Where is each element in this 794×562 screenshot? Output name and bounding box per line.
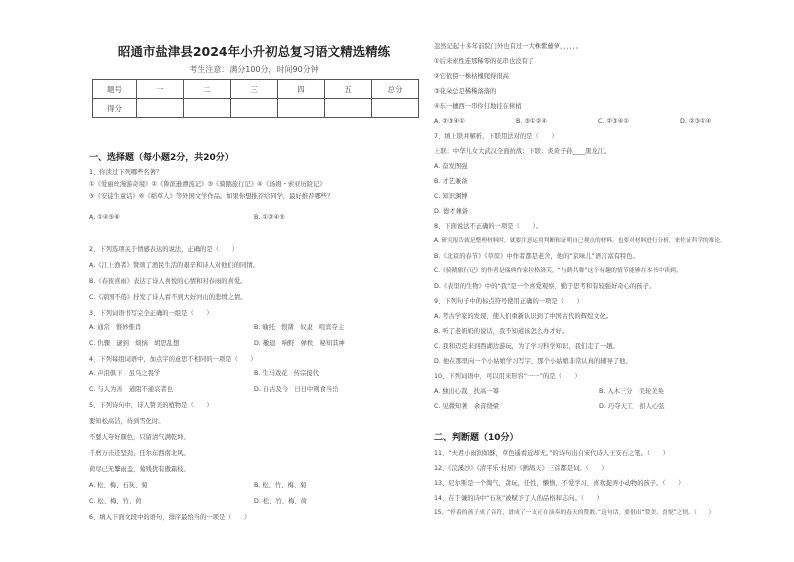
poem-line: 不要人夸好颜色，只留清气满乾坤。 <box>89 434 190 441</box>
score-header-cell: 二 <box>184 80 231 99</box>
option-row <box>434 388 764 395</box>
option: D. 松、竹、梅、荷 <box>254 498 307 505</box>
question-line: 3、下列词语书写完全正确的一组是（ ） <box>89 310 213 317</box>
option: C. 与人为善 道阻不通哀者也 <box>89 386 173 393</box>
score-header-cell: 四 <box>278 80 325 99</box>
option: A. 通常 惟妙惟肖 <box>89 324 142 331</box>
option-row <box>89 386 419 393</box>
score-table <box>92 79 419 118</box>
option: C. 我和迈克来到西湖边游玩，为了学习科学知识，我们走了一趟。 <box>434 343 619 350</box>
option: B. 入木三分 美轮美奂 <box>599 388 664 395</box>
poem-line: 荷尽已无擎雨盖，菊残犹有傲霜枝。 <box>89 466 190 473</box>
sentence-item: ④东一穗西一串伶仃地挂在树梢 <box>434 103 522 110</box>
sentence-item: ①后来索性连那稀零的花串也没有了 <box>434 58 535 65</box>
option: A. ②③④① <box>434 118 465 125</box>
judgment-item: 15、“停着的孩子成了音符，谱成了一支正在演奏的春天的赞歌。”这句话，要借出“赞美、喜悦”之情。（ ） <box>434 510 715 516</box>
option: A. 松、梅、石灰、菊 <box>89 482 148 489</box>
option: D. 巧夺天工 扣人心弦 <box>599 403 665 410</box>
judgment-item: 11、“夫君小雨润如酥，草色遥看近却无。”的诗句出自宋代诗人王安石之笔。（ ） <box>434 450 669 457</box>
exam-notice: 考生注意：满分100分，时间90分钟 <box>189 65 319 74</box>
option-row <box>89 498 419 505</box>
option: D.《表里的生物》中的“我”是一个喜爱观察、勤于思考和有较强好奇心的孩子。 <box>434 283 656 290</box>
score-cell <box>184 99 231 118</box>
judgment-item: 13、尼尔斯是一个淘气，贪玩，任性，懒惰，不爱学习，喜欢捉弄小动物的孩子。（ ） <box>434 480 685 487</box>
option: B. ③①②④ <box>516 118 547 125</box>
option: B. 才艺兼备 <box>434 178 468 185</box>
judgment-item: 12、《浣溪沙》《清平乐·村居》《鹧鸪天》三首都是词。（ ） <box>434 465 608 472</box>
score-cell <box>231 99 278 118</box>
score-cell <box>137 99 184 118</box>
score-header-cell: 五 <box>325 80 372 99</box>
question-line: 7、填上联并解析，下联用法对的是（ ） <box>434 133 558 140</box>
option: C. 松、梅、竹、荷 <box>89 498 142 505</box>
option: C. 知识渊博 <box>434 193 468 200</box>
score-header-cell: 题号 <box>93 80 137 99</box>
score-cell <box>325 99 372 118</box>
option: A. 考古学家的发现，使人们重新认识到了中国古代的辉煌文化。 <box>434 313 613 320</box>
question-line: C.《凉国不倦》抒发了诗人看不到大好河山的悲愤之情。 <box>89 294 247 301</box>
score-cell <box>372 99 419 118</box>
option-row <box>89 324 419 331</box>
question-line: ⑤《安徒生童话》⑥《稻草人》等外国文学作品。如果你想推荐给同学，最好推荐哪些？ <box>89 193 334 200</box>
option: A. 研究报告就是整理材料时，就要注意运用判断和证明自己观点的材料，也要对材料进行分析，来佐证科学的推论。 <box>434 238 726 244</box>
sentence-item: ③花朵总是稀稀落落的 <box>434 88 497 95</box>
option: C. ②③④① <box>598 118 629 125</box>
option: B. 听了老奶奶的说话，我不知道该怎么办才好。 <box>434 328 569 335</box>
option: B. 松、竹、梅、菊 <box>254 482 307 489</box>
option-row <box>89 214 419 221</box>
option: D. 自古及今 日日中则食当岳 <box>254 386 339 393</box>
option: A. ①④⑤⑥ <box>89 214 120 221</box>
section-1-title: 一、选择题（每小题2分，共20分） <box>89 153 234 163</box>
option-row <box>89 370 419 377</box>
section-2-title: 二、判断题（10分） <box>434 433 519 443</box>
score-header-cell: 一 <box>137 80 184 99</box>
question-line: 上联：中华儿女大武汉全面抗战；下联：炎黄子孙____黑龙江。 <box>434 148 611 155</box>
poem-line: 千磨万击还坚劲，任尔东西南北风。 <box>89 450 190 457</box>
score-header-cell: 三 <box>231 80 278 99</box>
question-line: A.《江上渔者》赞颂了渔民生活的艰辛和诗人对他们的同情。 <box>89 262 259 269</box>
option: D. 他在那里向一个小姑娘学习写字，那个小姑娘非常认真的辅导了他。 <box>434 358 632 365</box>
option: D. ②③①④ <box>680 118 712 125</box>
question-line: 6、填入下面文段中的语句，排序最恰当的一项是（ ） <box>89 514 251 521</box>
option-row <box>434 403 764 410</box>
question-line: 1、你读过下列哪些名著？ <box>89 169 163 176</box>
score-row-label: 得分 <box>93 99 137 118</box>
score-table-header-row <box>93 80 419 99</box>
score-header-cell: 总分 <box>372 80 419 99</box>
passage-line: 忽然记起十多年前院门外也有过一大株紫藤萝，，，，，。 <box>434 43 582 50</box>
option: D. 德才兼备 <box>434 208 469 215</box>
score-cell <box>278 99 325 118</box>
question-line: 2、下列选项关于情感表达的说法，正确的是（ ） <box>89 246 238 253</box>
option: B. ①②④⑤ <box>254 214 285 221</box>
option: C. 见微知著 余音绕梁 <box>434 403 500 410</box>
page-title: 昭通市盐津县2024年小升初总复习语文精选精练 <box>117 44 391 59</box>
judgment-item: 14、在于谦的诗中“石灰”被赋予了人的品格和志向。（ ） <box>434 495 603 502</box>
option-row <box>89 340 419 347</box>
option-row <box>89 482 419 489</box>
option: C. 仇骤 逮到 烦恼 胡思乱想 <box>89 340 180 347</box>
option: A. 声泪俱下 虽乌之畏学 <box>89 370 161 377</box>
poem-line: 要知松高洁，待到雪化时。 <box>89 418 165 425</box>
option: C.《骑鹅旅行记》的作者是瑞典作家拉格洛芙，“与鹤共舞”这个有趣的情节能够在本书中读到。 <box>434 268 682 274</box>
sentence-item: ②它依傍一株枯槐爬得很高 <box>434 73 509 80</box>
question-line: 5、下列诗句中，诗人赞美的植物是（ ） <box>89 402 213 409</box>
option-row <box>434 118 764 125</box>
option: B.《北京的春节》《草原》中作者都是老舍，他的“京味儿”语言富有特色。 <box>434 253 639 260</box>
question-line: 10、下列词语中，可以用来形容“一一”的是（ ） <box>434 373 581 380</box>
question-line: ①《爱丽丝漫游奇境》②《鲁滨逊漂流记》③《骑鹅旅行记》④《汤姆・索亚历险记》 <box>89 181 326 188</box>
option: A. 奋发图强 <box>434 163 468 170</box>
score-table-score-row <box>93 99 419 118</box>
option: D. 撤退 响野 弹秩 秘知其神 <box>254 340 345 347</box>
option: B. 生马戏花 传宗接代 <box>254 370 319 377</box>
question-line: 9、下列句子中的标点符号使用正确的一项是（ ） <box>434 298 583 305</box>
question-line: B.《春夜喜雨》表达了诗人喜悦的心情和对春雨的喜爱。 <box>89 278 247 285</box>
question-line: 4、下列每组词语中，加点字的意思不相同的一项是（ ） <box>89 356 257 363</box>
question-line: 8、下面说法不正确的一项是（ ）。 <box>434 223 542 230</box>
option: B. 喻托 恨凿 奴隶 喧宾夺主 <box>254 324 345 331</box>
option: A. 独出心裁 扶高一筹 <box>434 388 499 395</box>
